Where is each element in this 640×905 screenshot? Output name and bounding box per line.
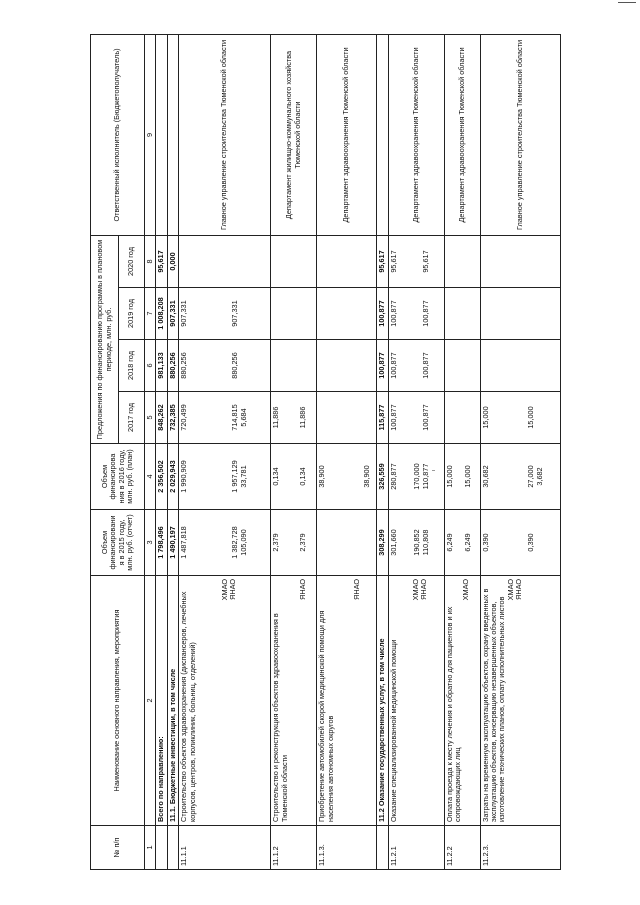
sub-label: ХМАО <box>219 579 229 601</box>
table-row <box>317 34 377 869</box>
header-executor: Ответственный исполнитель (Бюджетополучатель) <box>91 34 145 235</box>
total-value: 0,390 <box>480 533 490 552</box>
total-value <box>482 343 491 388</box>
cell-2017 <box>179 392 271 444</box>
cell-2018: 981,133 <box>156 340 167 392</box>
sub-value: 110,808 <box>420 529 430 556</box>
cell-2016: 2 356,502 <box>156 444 167 510</box>
sub-value <box>536 291 545 336</box>
cell-2018: 100,877 <box>377 340 388 392</box>
cell-2018 <box>271 340 317 392</box>
total-value: 100,877 <box>388 352 398 379</box>
table-row <box>480 34 560 869</box>
cell-2015: 1 490,197 <box>167 510 178 576</box>
col-number: 3 <box>145 510 156 576</box>
sub-value <box>527 343 536 388</box>
total-value <box>318 395 327 440</box>
cell-2020 <box>271 235 317 287</box>
total-value: 100,877 <box>388 300 398 327</box>
header-name: Наименование основного направления, мероприятия <box>91 576 145 826</box>
total-value <box>272 343 281 388</box>
sub-value: 33,781 <box>239 465 249 488</box>
table-row <box>388 34 444 869</box>
total-value: 880,256 <box>179 352 189 379</box>
sub-value: 105,090 <box>239 529 249 556</box>
cell-2015 <box>388 510 444 576</box>
total-value <box>272 239 281 284</box>
cell-2015 <box>317 510 377 576</box>
cell-2020 <box>480 235 560 287</box>
total-value: 2,379 <box>271 533 281 552</box>
total-value: 95,617 <box>388 250 398 273</box>
cell-2019: 907,331 <box>167 288 178 340</box>
header-num: № п/п <box>91 826 145 870</box>
total-value: 15,000 <box>444 465 454 488</box>
col-number: 7 <box>145 288 156 340</box>
total-value: 6,249 <box>444 533 454 552</box>
sub-value <box>464 343 473 388</box>
column-number-row <box>145 34 156 869</box>
row-name <box>388 576 444 826</box>
total-value: 720,499 <box>179 404 189 431</box>
row-name: Всего по направлению: <box>156 576 167 826</box>
sub-value: 27,000 <box>525 465 535 488</box>
table-row <box>156 34 167 869</box>
sub-value: 95,617 <box>420 250 430 273</box>
sub-value <box>299 291 308 336</box>
cell-executor <box>156 34 167 235</box>
sub-value <box>240 343 249 388</box>
table-row <box>444 34 480 869</box>
header-proposals: Предложения по финансированию программы в плановом периоде, млн. руб. <box>91 235 119 443</box>
cell-2018: 880,256 <box>167 340 178 392</box>
col-number: 2 <box>145 576 156 826</box>
sub-value: 100,877 <box>420 352 430 379</box>
cell-2019: 100,877 <box>377 288 388 340</box>
cell-executor: Главное управление строительства Тюменской области <box>480 34 560 235</box>
sub-label: ЯНАО <box>419 579 429 600</box>
total-value: 30,682 <box>480 465 490 488</box>
sub-value <box>363 239 372 284</box>
cell-2016 <box>271 444 317 510</box>
sub-label: ЯНАО <box>297 579 307 600</box>
cell-2020: 95,617 <box>156 235 167 287</box>
sub-value: 15,000 <box>525 406 535 429</box>
financing-table <box>90 34 561 870</box>
total-value: 0,134 <box>271 467 281 486</box>
cell-2019 <box>480 288 560 340</box>
total-value <box>446 291 455 336</box>
sub-value: 100,877 <box>420 404 430 431</box>
sub-value: 190,852 <box>411 529 421 556</box>
sub-value <box>464 291 473 336</box>
cell-executor <box>167 34 178 235</box>
col-number: 6 <box>145 340 156 392</box>
cell-2016 <box>388 444 444 510</box>
total-value <box>446 343 455 388</box>
total-value <box>318 343 327 388</box>
cell-2018 <box>179 340 271 392</box>
total-value: 1 990,909 <box>179 460 189 493</box>
sub-value <box>299 239 308 284</box>
cell-2016 <box>179 444 271 510</box>
total-value: 1 487,818 <box>179 526 189 559</box>
sub-value: 38,900 <box>362 465 372 488</box>
sub-value: 0,390 <box>525 533 535 552</box>
sub-label: ХМАО <box>461 579 471 601</box>
sub-value <box>363 513 372 572</box>
row-name-text: Затраты на временную эксплуатацию объектов, охрану введенных в эксплуатацию объектов, консервацию незавершенных объектов, изготовление технических планов, оплату исполнительных листов <box>480 588 507 822</box>
cell-2020: 95,617 <box>377 235 388 287</box>
sub-value: 1 382,728 <box>230 526 240 559</box>
cell-2019 <box>388 288 444 340</box>
sub-value: 880,256 <box>230 352 240 379</box>
cell-2015: 308,299 <box>377 510 388 576</box>
sub-value: 1 957,129 <box>230 460 240 493</box>
sub-value <box>231 239 240 284</box>
header-2017: 2017 год <box>119 392 145 444</box>
col-number: 5 <box>145 392 156 444</box>
total-value: 15,000 <box>480 406 490 429</box>
cell-2015 <box>444 510 480 576</box>
cell-2019 <box>317 288 377 340</box>
cell-2020 <box>179 235 271 287</box>
cell-2016: 2 029,943 <box>167 444 178 510</box>
row-num: 11.1.1 <box>179 826 271 870</box>
sub-value <box>363 291 372 336</box>
sub-value: 907,331 <box>230 300 240 327</box>
sub-value <box>464 239 473 284</box>
row-num <box>156 826 167 870</box>
cell-2016 <box>317 444 377 510</box>
col-number: 4 <box>145 444 156 510</box>
total-value <box>272 291 281 336</box>
total-value: 301,660 <box>388 529 398 556</box>
cell-2016: 326,559 <box>377 444 388 510</box>
header-2020: 2020 год <box>119 235 145 287</box>
table-row <box>271 34 317 869</box>
sub-value: 5,684 <box>239 408 249 427</box>
sub-value: 170,000 <box>411 463 421 490</box>
sub-value: 110,877 <box>420 463 430 490</box>
sub-label: ЯНАО <box>228 579 238 600</box>
cell-2020 <box>317 235 377 287</box>
cell-2016 <box>480 444 560 510</box>
sub-label: ХМАО <box>505 579 515 601</box>
sub-value: 0,134 <box>298 467 308 486</box>
col-number: 8 <box>145 235 156 287</box>
row-name <box>444 576 480 826</box>
table-row <box>377 34 388 869</box>
cell-executor: Департамент здравоохранения Тюменской области <box>444 34 480 235</box>
row-num: 11.2.3. <box>480 826 560 870</box>
sub-value: 714,815 <box>230 404 240 431</box>
cell-2015 <box>480 510 560 576</box>
sub-value: 6,249 <box>462 533 472 552</box>
header-vol2016: Объем финансирова ния в 2016 году, млн. руб. (план) <box>91 444 145 510</box>
cell-executor: Департамент здравоохранения Тюменской области <box>388 34 444 235</box>
cell-2017 <box>388 392 444 444</box>
total-value <box>318 239 327 284</box>
table-row <box>179 34 271 869</box>
sub-label: ЯНАО <box>351 579 361 600</box>
sub-value <box>536 239 545 284</box>
sub-value: 3,682 <box>534 467 544 486</box>
row-name <box>480 576 560 826</box>
cell-2015: 1 798,496 <box>156 510 167 576</box>
cell-executor: Главное управление строительства Тюменской области <box>179 34 271 235</box>
rotated-table-container <box>90 35 620 870</box>
total-value: 280,877 <box>388 463 398 490</box>
cell-2019: 1 008,208 <box>156 288 167 340</box>
cell-2017 <box>480 392 560 444</box>
sub-value: 100,877 <box>420 300 430 327</box>
header-2019: 2019 год <box>119 288 145 340</box>
total-value <box>318 513 327 572</box>
row-name-text: Приобретение автомобилей скорой медицинской помощи для населения автономных округов <box>317 610 335 822</box>
sub-value <box>536 513 545 572</box>
total-value: 11,886 <box>271 406 281 429</box>
row-num: 11.2.1 <box>388 826 444 870</box>
cell-2018 <box>317 340 377 392</box>
cell-executor <box>377 34 388 235</box>
cell-executor: Департамент здравоохранения Тюменской области <box>317 34 377 235</box>
row-num: 11.1.3. <box>317 826 377 870</box>
sub-label: ХМАО <box>410 579 420 601</box>
cell-2015 <box>179 510 271 576</box>
sub-value <box>464 395 473 440</box>
cell-2017 <box>444 392 480 444</box>
total-value: 907,331 <box>179 300 189 327</box>
row-name-text: Строительство и реконструкция объектов здравоохранения в Тюменской области <box>271 613 289 822</box>
cell-2017: 115,877 <box>377 392 388 444</box>
sub-value <box>240 239 249 284</box>
sub-label: ЯНАО <box>514 579 524 600</box>
row-name-text: Строительство объектов здравоохранения (диспансеров, лечебных корпусов, центров, поликлиник, больниц, отделений) <box>179 591 197 822</box>
row-name <box>271 576 317 826</box>
cell-2020 <box>388 235 444 287</box>
cell-2018 <box>480 340 560 392</box>
row-name-text: Оказание специализированной медицинской помощи <box>388 639 398 822</box>
row-name: 11.2 Оказание государственных услуг, в том числе <box>377 576 388 826</box>
sub-value <box>536 343 545 388</box>
cell-2020: 0,000 <box>167 235 178 287</box>
total-value: 100,877 <box>388 404 398 431</box>
total-value <box>446 395 455 440</box>
sub-value <box>536 395 545 440</box>
cell-executor: Департамент жилищно-коммунального хозяйства Тюменской области <box>271 34 317 235</box>
sub-value <box>527 291 536 336</box>
scan-mark <box>618 2 636 3</box>
cell-2019 <box>271 288 317 340</box>
header-vol2015: Объем финансировани я в 2015 году, млн. руб. (отчет) <box>91 510 145 576</box>
col-number: 1 <box>145 826 156 870</box>
total-value <box>446 239 455 284</box>
row-name: 11.1. Бюджетные инвестиции, в том числе <box>167 576 178 826</box>
cell-2017 <box>317 392 377 444</box>
row-num <box>377 826 388 870</box>
cell-2020 <box>444 235 480 287</box>
sub-value <box>363 395 372 440</box>
total-value <box>482 239 491 284</box>
sub-value <box>363 343 372 388</box>
cell-2019 <box>444 288 480 340</box>
cell-2017: 732,385 <box>167 392 178 444</box>
row-name <box>179 576 271 826</box>
total-value <box>318 291 327 336</box>
sub-value: 11,886 <box>298 406 308 429</box>
total-value <box>180 239 189 284</box>
total-value <box>482 291 491 336</box>
sub-value <box>240 291 249 336</box>
sub-value <box>527 239 536 284</box>
sub-value: 15,000 <box>462 465 472 488</box>
row-num <box>167 826 178 870</box>
cell-2019 <box>179 288 271 340</box>
row-num: 11.2.2 <box>444 826 480 870</box>
total-value: 38,900 <box>317 465 327 488</box>
cell-2017: 848,262 <box>156 392 167 444</box>
cell-2016 <box>444 444 480 510</box>
table-row <box>167 34 178 869</box>
cell-2018 <box>444 340 480 392</box>
header-2018: 2018 год <box>119 340 145 392</box>
row-num: 11.1.2 <box>271 826 317 870</box>
cell-2017 <box>271 392 317 444</box>
sub-value <box>299 343 308 388</box>
cell-2018 <box>388 340 444 392</box>
sub-value: 2,379 <box>298 533 308 552</box>
col-number: 9 <box>145 34 156 235</box>
row-name-text: Оплата проезда к месту лечения и обратно для пациентов и их сопровождающих лиц <box>444 606 462 822</box>
cell-2015 <box>271 510 317 576</box>
row-name <box>317 576 377 826</box>
